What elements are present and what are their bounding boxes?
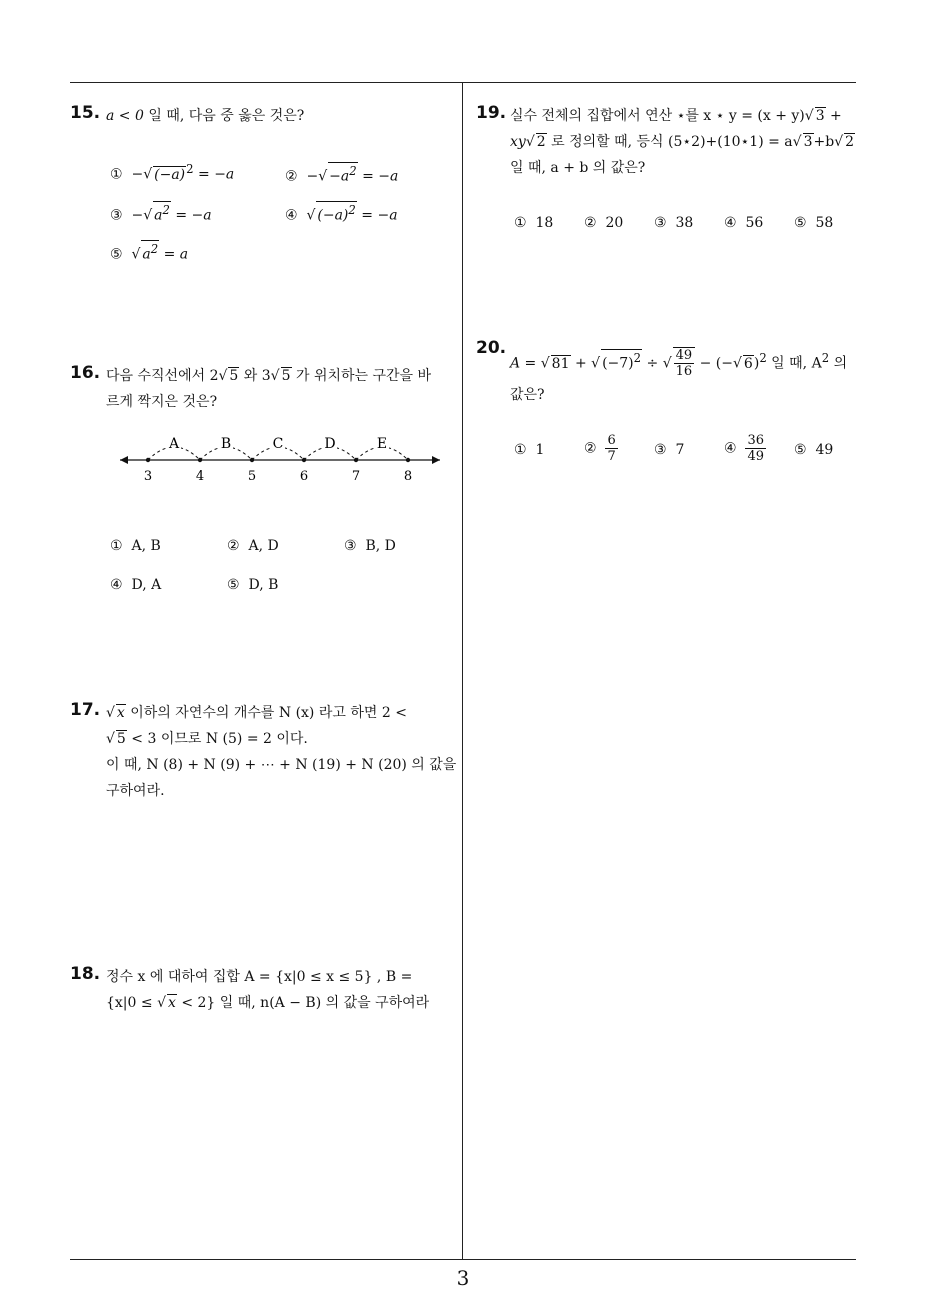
option-5[interactable]: ⑤ √ $a^2 = a$: [110, 242, 189, 263]
question-number: 16.: [70, 363, 101, 383]
option-2[interactable]: ② −√ $-a^2 = -a$: [285, 164, 399, 185]
tick-dot: [406, 458, 410, 462]
option-4[interactable]: ④ 56: [724, 215, 764, 231]
question-stem-line-1: A = √ 81 + √ $(-7)^2$ ÷ √ $\frac{49}{16}$ − (−√ 6)$^2$ 일 때, $A^2$ 의: [510, 348, 848, 380]
question-stem-line-2: 르게 짝지은 것은?: [106, 394, 218, 410]
question-number: 18.: [70, 964, 101, 984]
tick-label: 5: [247, 469, 257, 484]
interval-label: A: [168, 436, 180, 452]
question-stem-line-2: √ 5 < 3 이므로 N (5) = 2 이다.: [106, 731, 308, 747]
question-stem-line-2: 값은?: [510, 387, 545, 403]
arrow-right: [432, 456, 440, 464]
column-divider: [462, 82, 463, 1260]
option-1[interactable]: ① A, B: [110, 538, 161, 554]
tick-label: 3: [143, 469, 153, 484]
question-stem-line-2: xy√ 2 로 정의할 때, 등식 (5⋆2)+(10⋆1) = a√ 3+b√ 2: [510, 134, 855, 150]
option-5[interactable]: ⑤ 49: [794, 442, 834, 458]
question-stem-line-1: 실수 전체의 집합에서 연산 ⋆를 x ⋆ y = (x + y)√ 3 +: [510, 108, 842, 124]
arrow-left: [120, 456, 128, 464]
question-stem-line-1: 정수 x 에 대하여 집합 A = {x|0 ≤ x ≤ 5} , B =: [106, 969, 413, 985]
interval-label: E: [376, 436, 388, 452]
option-4[interactable]: ④ √ $(-a)^2 = -a$: [285, 203, 398, 224]
tick-label: 6: [299, 469, 309, 484]
question-stem-line-3: 이 때, N (8) + N (9) + ⋯ + N (19) + N (20) 의 값을: [106, 757, 457, 773]
question-number: 20.: [476, 338, 507, 358]
top-rule: [70, 82, 856, 83]
option-2[interactable]: ② A, D: [227, 538, 279, 554]
option-1[interactable]: ① −√ $(-a)^2 = -a$: [110, 162, 235, 183]
option-4[interactable]: ④ D, A: [110, 577, 162, 593]
question-stem: a < 0 일 때, 다음 중 옳은 것은?: [106, 108, 305, 124]
tick-label: 8: [403, 469, 413, 484]
question-stem-line-1: √ x 이하의 자연수의 개수를 N (x) 라고 하면 2 <: [106, 705, 407, 721]
page-number: 3: [456, 1266, 470, 1290]
interval-label: D: [324, 436, 336, 452]
question-number: 15.: [70, 103, 101, 123]
number-line: [115, 430, 445, 490]
question-stem-line-3: 일 때, a + b 의 값은?: [510, 160, 646, 176]
option-3[interactable]: ③ B, D: [344, 538, 396, 554]
question-number: 19.: [476, 103, 507, 123]
option-4[interactable]: ④ $\frac{36}{49}$: [724, 433, 765, 464]
option-5[interactable]: ⑤ 58: [794, 215, 834, 231]
option-3[interactable]: ③ 38: [654, 215, 694, 231]
option-3[interactable]: ③ −√ $a^2 = -a$: [110, 203, 212, 224]
question-number: 17.: [70, 700, 101, 720]
option-3[interactable]: ③ 7: [654, 442, 685, 458]
bottom-rule: [70, 1259, 856, 1260]
option-5[interactable]: ⑤ D, B: [227, 577, 279, 593]
option-1[interactable]: ① 1: [514, 442, 545, 458]
question-stem-line-4: 구하여라.: [106, 783, 165, 799]
question-stem-line-2: {x|0 ≤ √ x < 2} 일 때, n(A − B) 의 값을 구하여라: [106, 995, 430, 1011]
interval-label: B: [220, 436, 232, 452]
question-stem-line-1: 다음 수직선에서 2√ 5 와 3√ 5 가 위치하는 구간을 바: [106, 368, 432, 384]
option-1[interactable]: ① 18: [514, 215, 554, 231]
option-2[interactable]: ② $\frac{6}{7}$: [584, 433, 616, 464]
tick-label: 4: [195, 469, 205, 484]
tick-label: 7: [351, 469, 361, 484]
interval-label: C: [272, 436, 284, 452]
option-2[interactable]: ② 20: [584, 215, 624, 231]
